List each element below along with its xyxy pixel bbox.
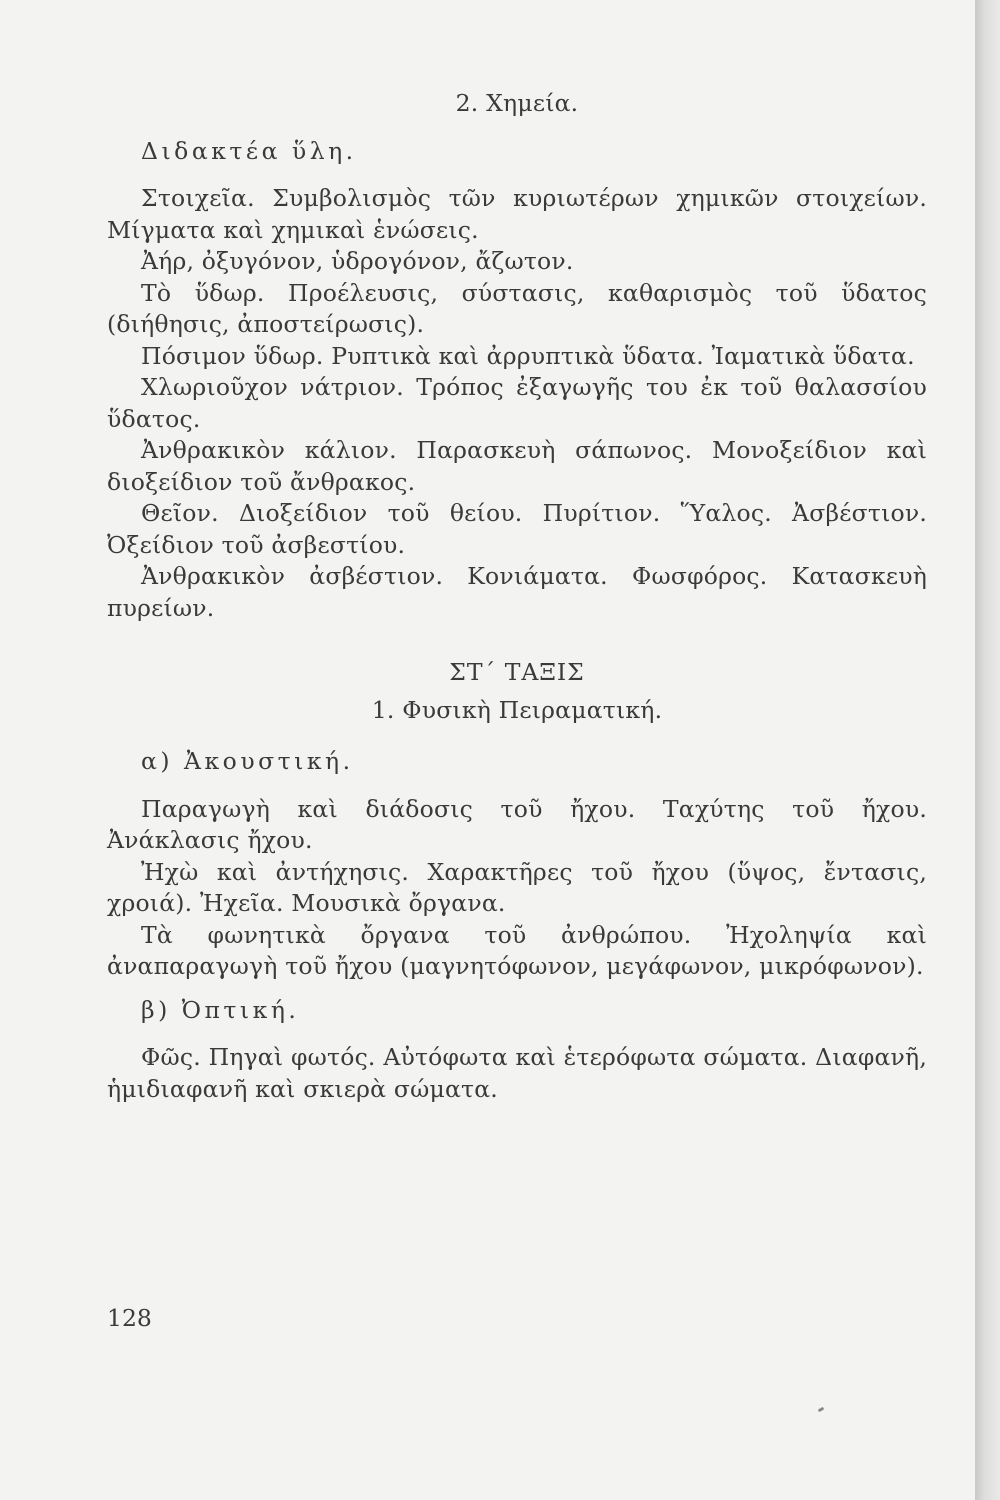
paragraph-potassium-carbonate: Ἀνθρακικὸν κάλιον. Παρασκευὴ σάπωνος. Μονοξείδιον καὶ διοξείδιον τοῦ ἄνθρακος. [107,436,927,496]
section-heading-chemistry: 2. Χημεία. [455,89,579,117]
paragraph-elements: Στοιχεῖα. Συμβολισμὸς τῶν κυριωτέρων χημικῶν στοιχείων. Μίγματα καὶ χημικαὶ ἑνώσεις. [107,184,927,244]
subsection-heading-curriculum: Διδακτέα ὕλη. [141,136,357,165]
paragraph-air: Ἀήρ, ὀξυγόνον, ὑδρογόνον, ἄζωτον. [141,247,574,275]
paragraph-sodium-chloride: Χλωριοῦχον νάτριον. Τρόπος ἐξαγωγῆς του ἐκ τοῦ θαλασσίου ὕδατος. [107,373,927,433]
paragraph-drinking-water: Πόσιμον ὕδωρ. Ρυπτικὰ καὶ ἀρρυπτικὰ ὕδατα. Ἰαματικὰ ὕδατα. [141,341,915,370]
paragraph-light: Φῶς. Πηγαὶ φωτός. Αὐτόφωτα καὶ ἑτερόφωτα σώματα. Διαφανῆ, ἡμιδιαφανῆ καὶ σκιερὰ σώματα. [107,1043,927,1103]
paragraph-sound-production: Παραγωγὴ καὶ διάδοσις τοῦ ἤχου. Ταχύτης τοῦ ἤχου. Ἀνάκλασις ἤχου. [107,794,927,854]
paragraph-vocal-organs: Τὰ φωνητικὰ ὄργανα τοῦ ἀνθρώπου. Ἠχοληψία καὶ ἀναπαραγωγὴ τοῦ ἤχου (μαγνητόφωνον, μεγάφωνον, μικρόφωνον). [107,920,927,980]
paragraph-echo: Ἠχὼ καὶ ἀντήχησις. Χαρακτῆρες τοῦ ἤχου (ὕψος, ἔντασις, χροιά). Ἠχεῖα. Μουσικὰ ὄργανα. [107,857,927,917]
paragraph-water: Τὸ ὕδωρ. Προέλευσις, σύστασις, καθαρισμὸς τοῦ ὕδατος (διήθησις, ἀποστείρωσις). [107,278,927,338]
paragraph-calcium-carbonate: Ἀνθρακικὸν ἀσβέστιον. Κονιάματα. Φωσφόρος. Κατασκευὴ πυρείων. [107,562,927,622]
paragraph-sulfur: Θεῖον. Διοξείδιον τοῦ θείου. Πυρίτιον. Ὕαλος. Ἀσβέστιον. Ὀξείδιον τοῦ ἀσβεστίου. [107,499,927,559]
page-edge-shadow [975,0,1000,1500]
subsection-heading-acoustics: α) Ἀκουστική. [141,747,354,775]
page-text [107,88,927,1105]
page-number: 128 [107,1304,152,1332]
subject-heading-physics: 1. Φυσικὴ Πειραματική. [371,695,663,724]
class-title: ΣΤ΄ ΤΑΞΙΣ [449,658,585,686]
paper-speck [818,1407,825,1413]
subsection-heading-optics: β) Ὀπτική. [141,995,300,1024]
